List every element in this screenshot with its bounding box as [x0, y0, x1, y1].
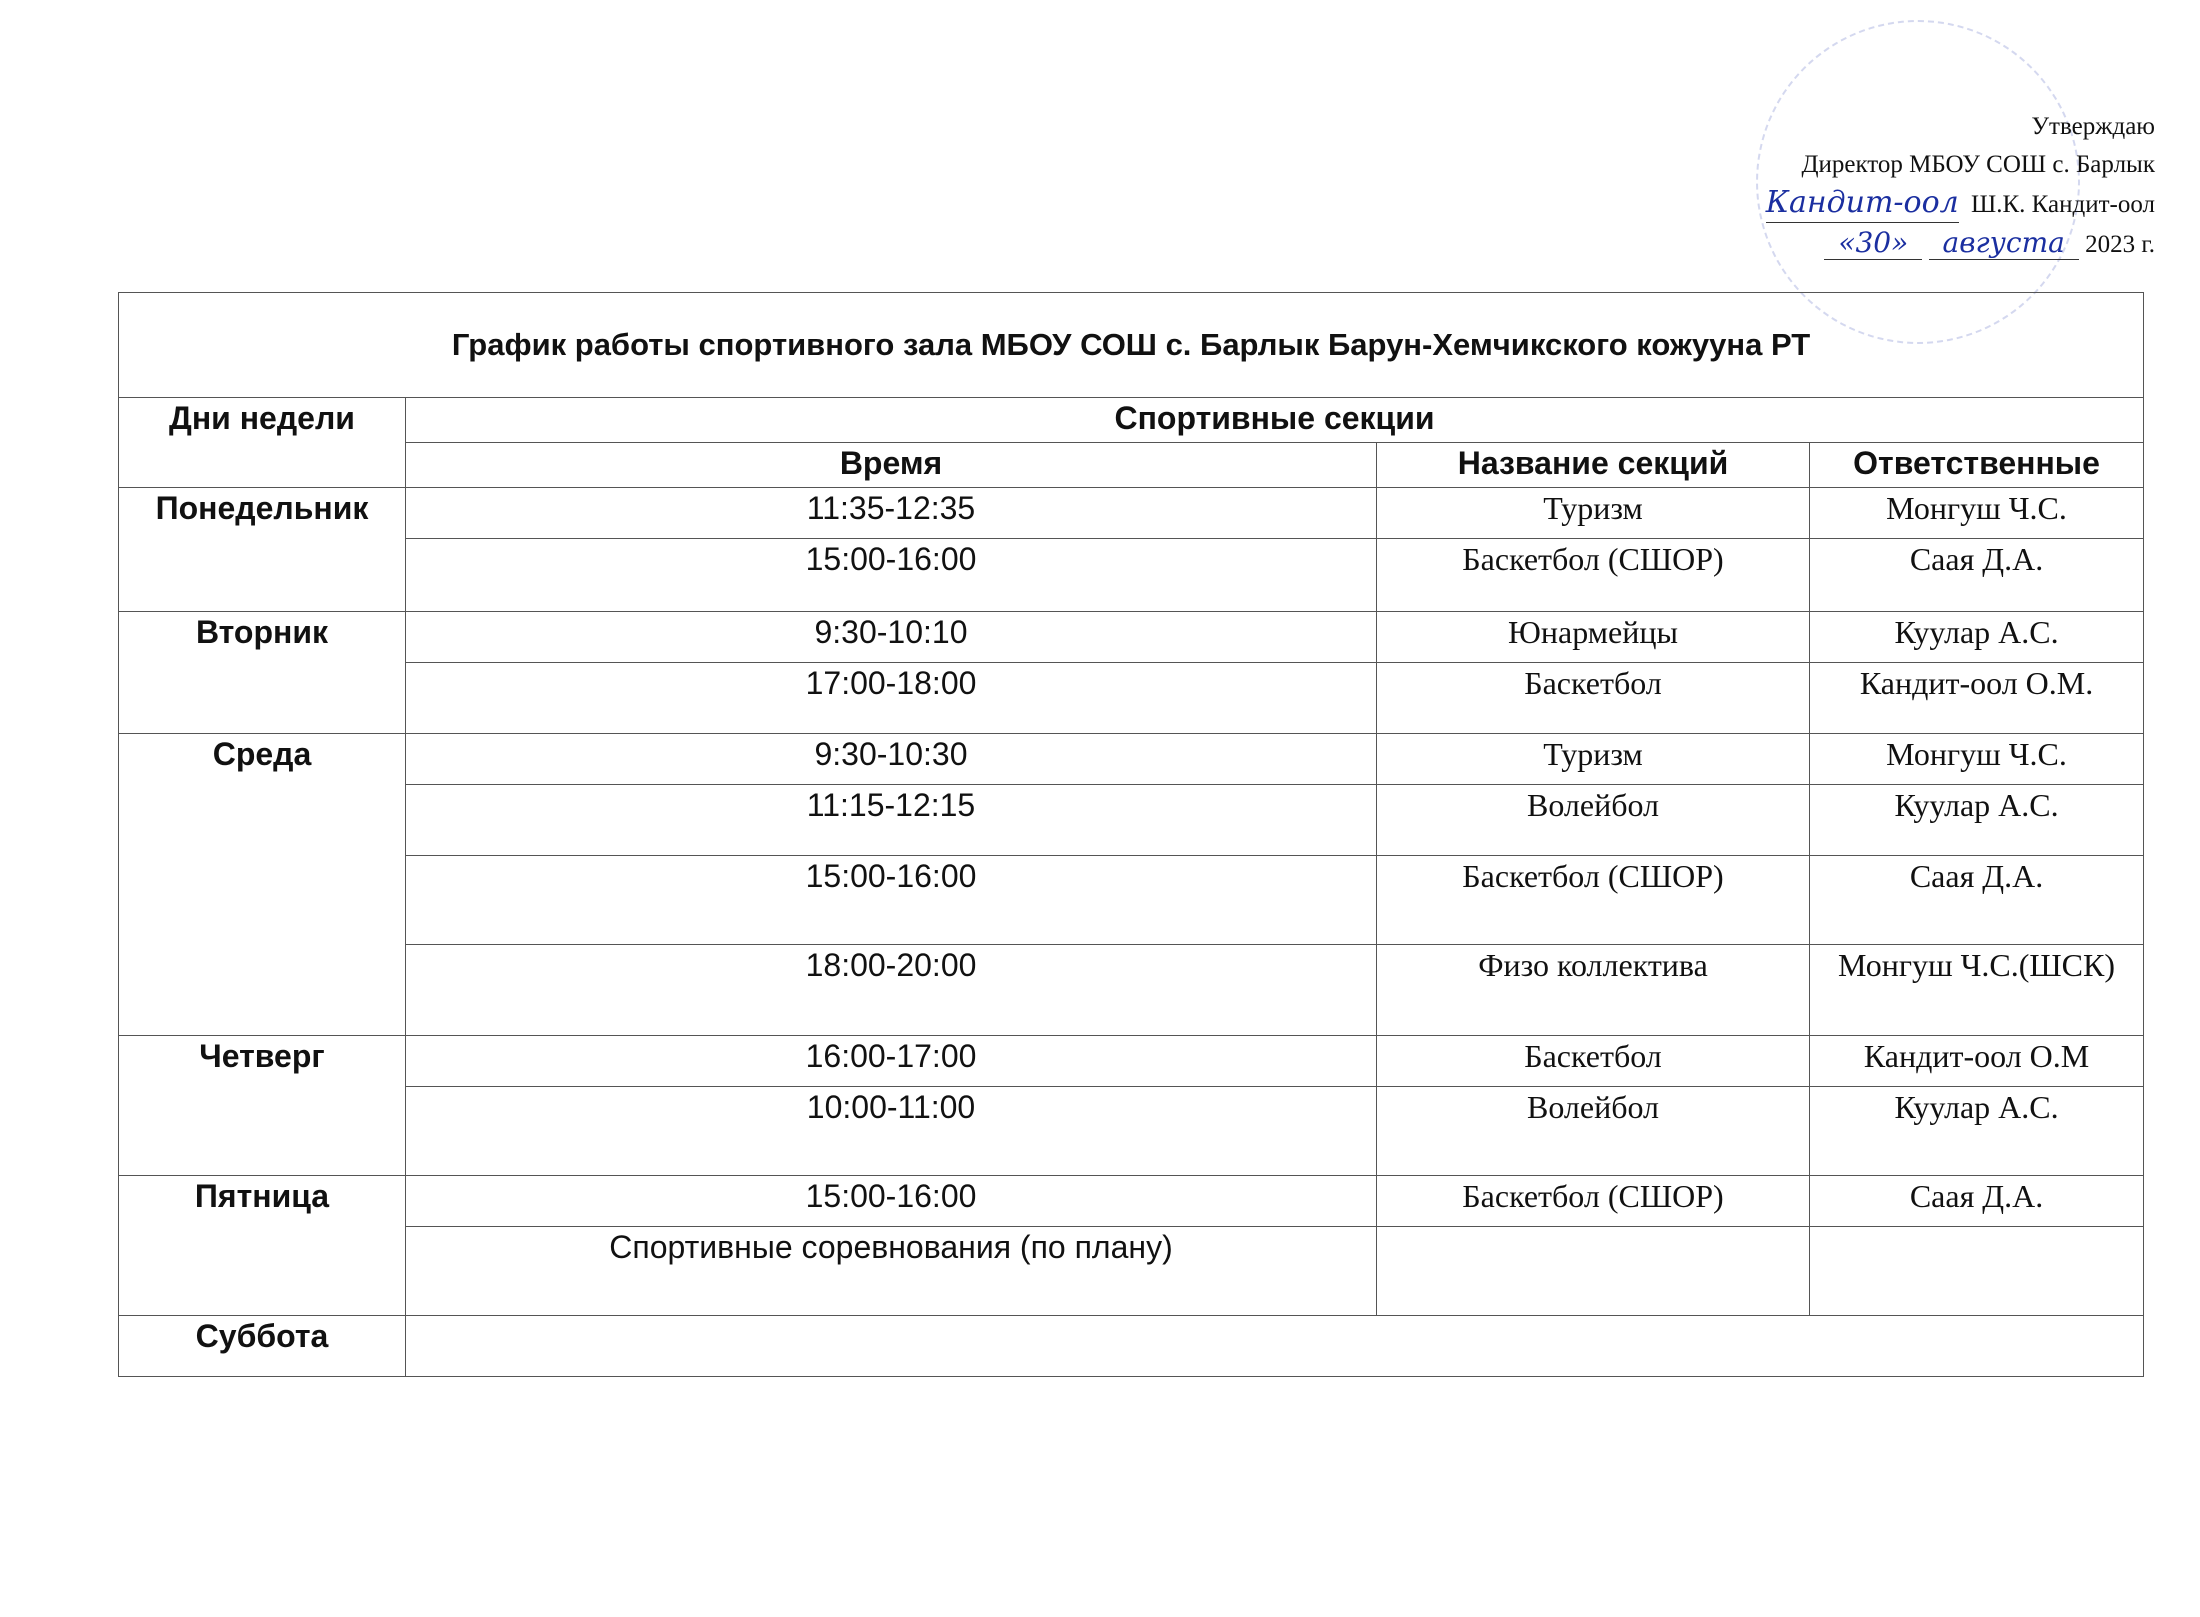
table-row: [119, 1176, 2144, 1227]
section-cell: Физо коллектива: [1377, 945, 1810, 1036]
approval-date-month: августа: [1929, 226, 2079, 260]
section-cell: Баскетбол (СШОР): [1377, 539, 1810, 612]
section-cell: Волейбол: [1377, 1087, 1810, 1176]
responsible-cell: Куулар А.С.: [1810, 785, 2144, 856]
responsible-cell: Саая Д.А.: [1810, 539, 2144, 612]
day-cell: Вторник: [119, 612, 406, 734]
header-sections: Спортивные секции: [406, 398, 2144, 443]
responsible-cell: Монгуш Ч.С.: [1810, 488, 2144, 539]
header-section-name: Название секций: [1377, 443, 1810, 488]
table-row: [119, 539, 2144, 612]
subheader-row: [119, 443, 2144, 488]
section-cell: [1377, 1227, 1810, 1316]
title-row: [119, 293, 2144, 398]
table-row: [119, 1227, 2144, 1316]
section-cell: Баскетбол: [1377, 663, 1810, 734]
responsible-cell: Кандит-оол О.М.: [1810, 663, 2144, 734]
table-row: [119, 663, 2144, 734]
schedule-table: [118, 292, 2144, 1377]
responsible-cell: Монгуш Ч.С.: [1810, 734, 2144, 785]
approval-name: Ш.К. Кандит-оол: [1971, 191, 2155, 218]
time-cell: 11:35-12:35: [406, 488, 1377, 539]
section-cell: Баскетбол (СШОР): [1377, 856, 1810, 945]
table-row: [119, 488, 2144, 539]
approval-block: [1635, 108, 2155, 264]
table-row: [119, 1036, 2144, 1087]
time-cell: 16:00-17:00: [406, 1036, 1377, 1087]
header-row: [119, 398, 2144, 443]
approval-signature-line: [1635, 184, 2155, 224]
header-responsible: Ответственные: [1810, 443, 2144, 488]
table-row: [119, 945, 2144, 1036]
time-cell: 9:30-10:10: [406, 612, 1377, 663]
responsible-cell: [1810, 1227, 2144, 1316]
time-cell: 15:00-16:00: [406, 1176, 1377, 1227]
approval-position: Директор МБОУ СОШ с. Барлык: [1801, 151, 2155, 178]
day-cell: Суббота: [119, 1316, 406, 1377]
time-cell: Спортивные соревнования (по плану): [406, 1227, 1377, 1316]
responsible-cell: Куулар А.С.: [1810, 612, 2144, 663]
time-cell: 17:00-18:00: [406, 663, 1377, 734]
approval-title: Утверждаю: [2031, 113, 2155, 140]
responsible-cell: Кандит-оол О.М: [1810, 1036, 2144, 1087]
responsible-cell: Саая Д.А.: [1810, 856, 2144, 945]
table-row: [119, 1087, 2144, 1176]
section-cell: Баскетбол: [1377, 1036, 1810, 1087]
time-cell: 15:00-16:00: [406, 856, 1377, 945]
section-cell: Туризм: [1377, 488, 1810, 539]
table-row: [119, 1316, 2144, 1377]
time-cell: 11:15-12:15: [406, 785, 1377, 856]
section-cell: Волейбол: [1377, 785, 1810, 856]
table-row: [119, 785, 2144, 856]
time-cell: 9:30-10:30: [406, 734, 1377, 785]
time-cell: 18:00-20:00: [406, 945, 1377, 1036]
approval-date-year: 2023 г.: [2085, 231, 2155, 258]
day-cell: Четверг: [119, 1036, 406, 1176]
approval-date-day: «30»: [1824, 226, 1922, 260]
responsible-cell: Монгуш Ч.С.(ШСК): [1810, 945, 2144, 1036]
empty-cell: [406, 1316, 2144, 1377]
section-cell: Юнармейцы: [1377, 612, 1810, 663]
responsible-cell: Куулар А.С.: [1810, 1087, 2144, 1176]
responsible-cell: Саая Д.А.: [1810, 1176, 2144, 1227]
section-cell: Туризм: [1377, 734, 1810, 785]
table-title: График работы спортивного зала МБОУ СОШ с. Барлык Барун-Хемчикского кожууна РТ: [119, 293, 2144, 398]
approval-date: [1635, 224, 2155, 264]
table-row: [119, 734, 2144, 785]
table-row: [119, 612, 2144, 663]
handwritten-signature: Кандит-оол: [1766, 184, 1959, 223]
section-cell: Баскетбол (СШОР): [1377, 1176, 1810, 1227]
table-row: [119, 856, 2144, 945]
header-days: Дни недели: [119, 398, 406, 488]
time-cell: 15:00-16:00: [406, 539, 1377, 612]
day-cell: Пятница: [119, 1176, 406, 1316]
day-cell: Среда: [119, 734, 406, 1036]
header-time: Время: [406, 443, 1377, 488]
time-cell: 10:00-11:00: [406, 1087, 1377, 1176]
day-cell: Понедельник: [119, 488, 406, 612]
